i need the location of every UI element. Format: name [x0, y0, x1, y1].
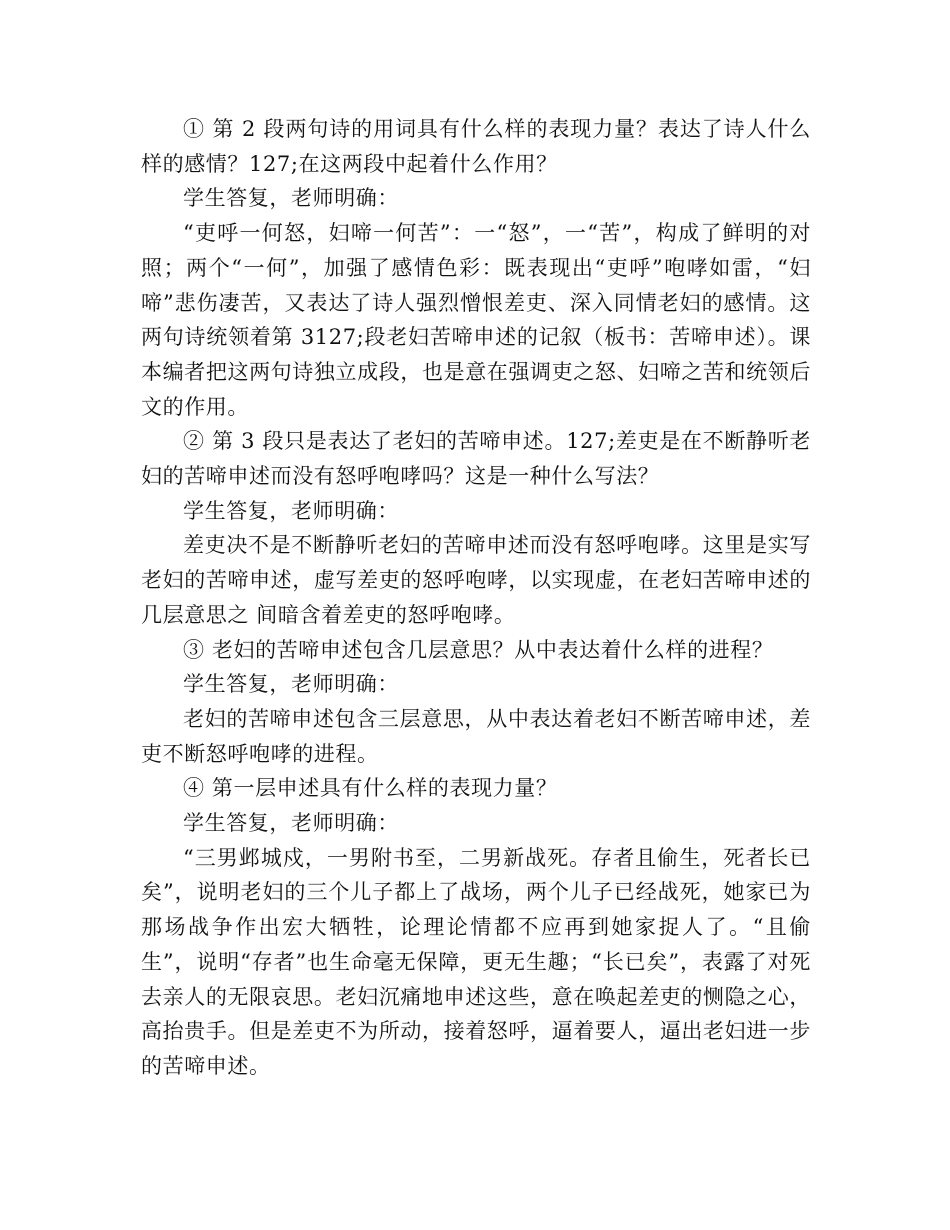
document-body — [141, 112, 811, 1084]
answer-intro-3: 学生答复，老师明确： — [183, 672, 399, 697]
question-2: ② 第 3 段只是表达了老妇的苦啼申述。127;差吏是在不断静听老妇的苦啼申述而没有怒呼咆哮吗？这是一种什么写法？ — [141, 429, 811, 489]
question-3: ③ 老妇的苦啼申述包含几层意思？从中表达着什么样的进程？ — [183, 637, 774, 662]
answer-3: 老妇的苦啼申述包含三层意思，从中表达着老妇不断苦啼申述，差吏不断怒呼咆哮的进程。 — [141, 706, 811, 766]
answer-intro-4: 学生答复，老师明确： — [183, 811, 399, 836]
question-4: ④ 第一层申述具有什么样的表现力量？ — [183, 776, 558, 801]
answer-intro-1: 学生答复，老师明确： — [183, 186, 399, 211]
answer-4: “三男邺城戍，一男附书至，二男新战死。存者且偷生，死者长已矣”，说明老妇的三个儿子都上了战场，两个儿子已经战死，她家已为那场战争作出宏大牺牲，论理论情都不应再到她家捉人了。“且偷生”，说明“存者”也生命毫无保障，更无生趣；“长已矣”，表露了对死去亲人的无限哀思。老妇沉痛地申述这些，意在唤起差吏的恻隐之心，高抬贵手。但是差吏不为所动，接着怒呼，逼着要人，逼出老妇进一步的苦啼申述。 — [141, 845, 811, 1078]
answer-2: 差吏决不是不断静听老妇的苦啼申述而没有怒呼咆哮。这里是实写老妇的苦啼申述，虚写差吏的怒呼咆哮，以实现虚，在老妇苦啼申述的几层意思之 间暗含着差吏的怒呼咆哮。 — [141, 533, 811, 627]
answer-1: “吏呼一何怒，妇啼一何苦”：一“怒”，一“苦”，构成了鲜明的对照；两个“一何”，加强了感情色彩：既表现出“吏呼”咆哮如雷，“妇啼”悲伤凄苦，又表达了诗人强烈憎恨差吏、深入同情老妇的感情。这两句诗统领着第 3127;段老妇苦啼申述的记叙（板书：苦啼申述）。课本编者把这两句诗独立成段，也是意在强调吏之怒、妇啼之苦和统领后文的作用。 — [141, 221, 811, 419]
answer-intro-2: 学生答复，老师明确： — [183, 498, 399, 523]
question-1: ① 第 2 段两句诗的用词具有什么样的表现力量？表达了诗人什么样的感情？127;在这两段中起着什么作用？ — [141, 117, 811, 176]
